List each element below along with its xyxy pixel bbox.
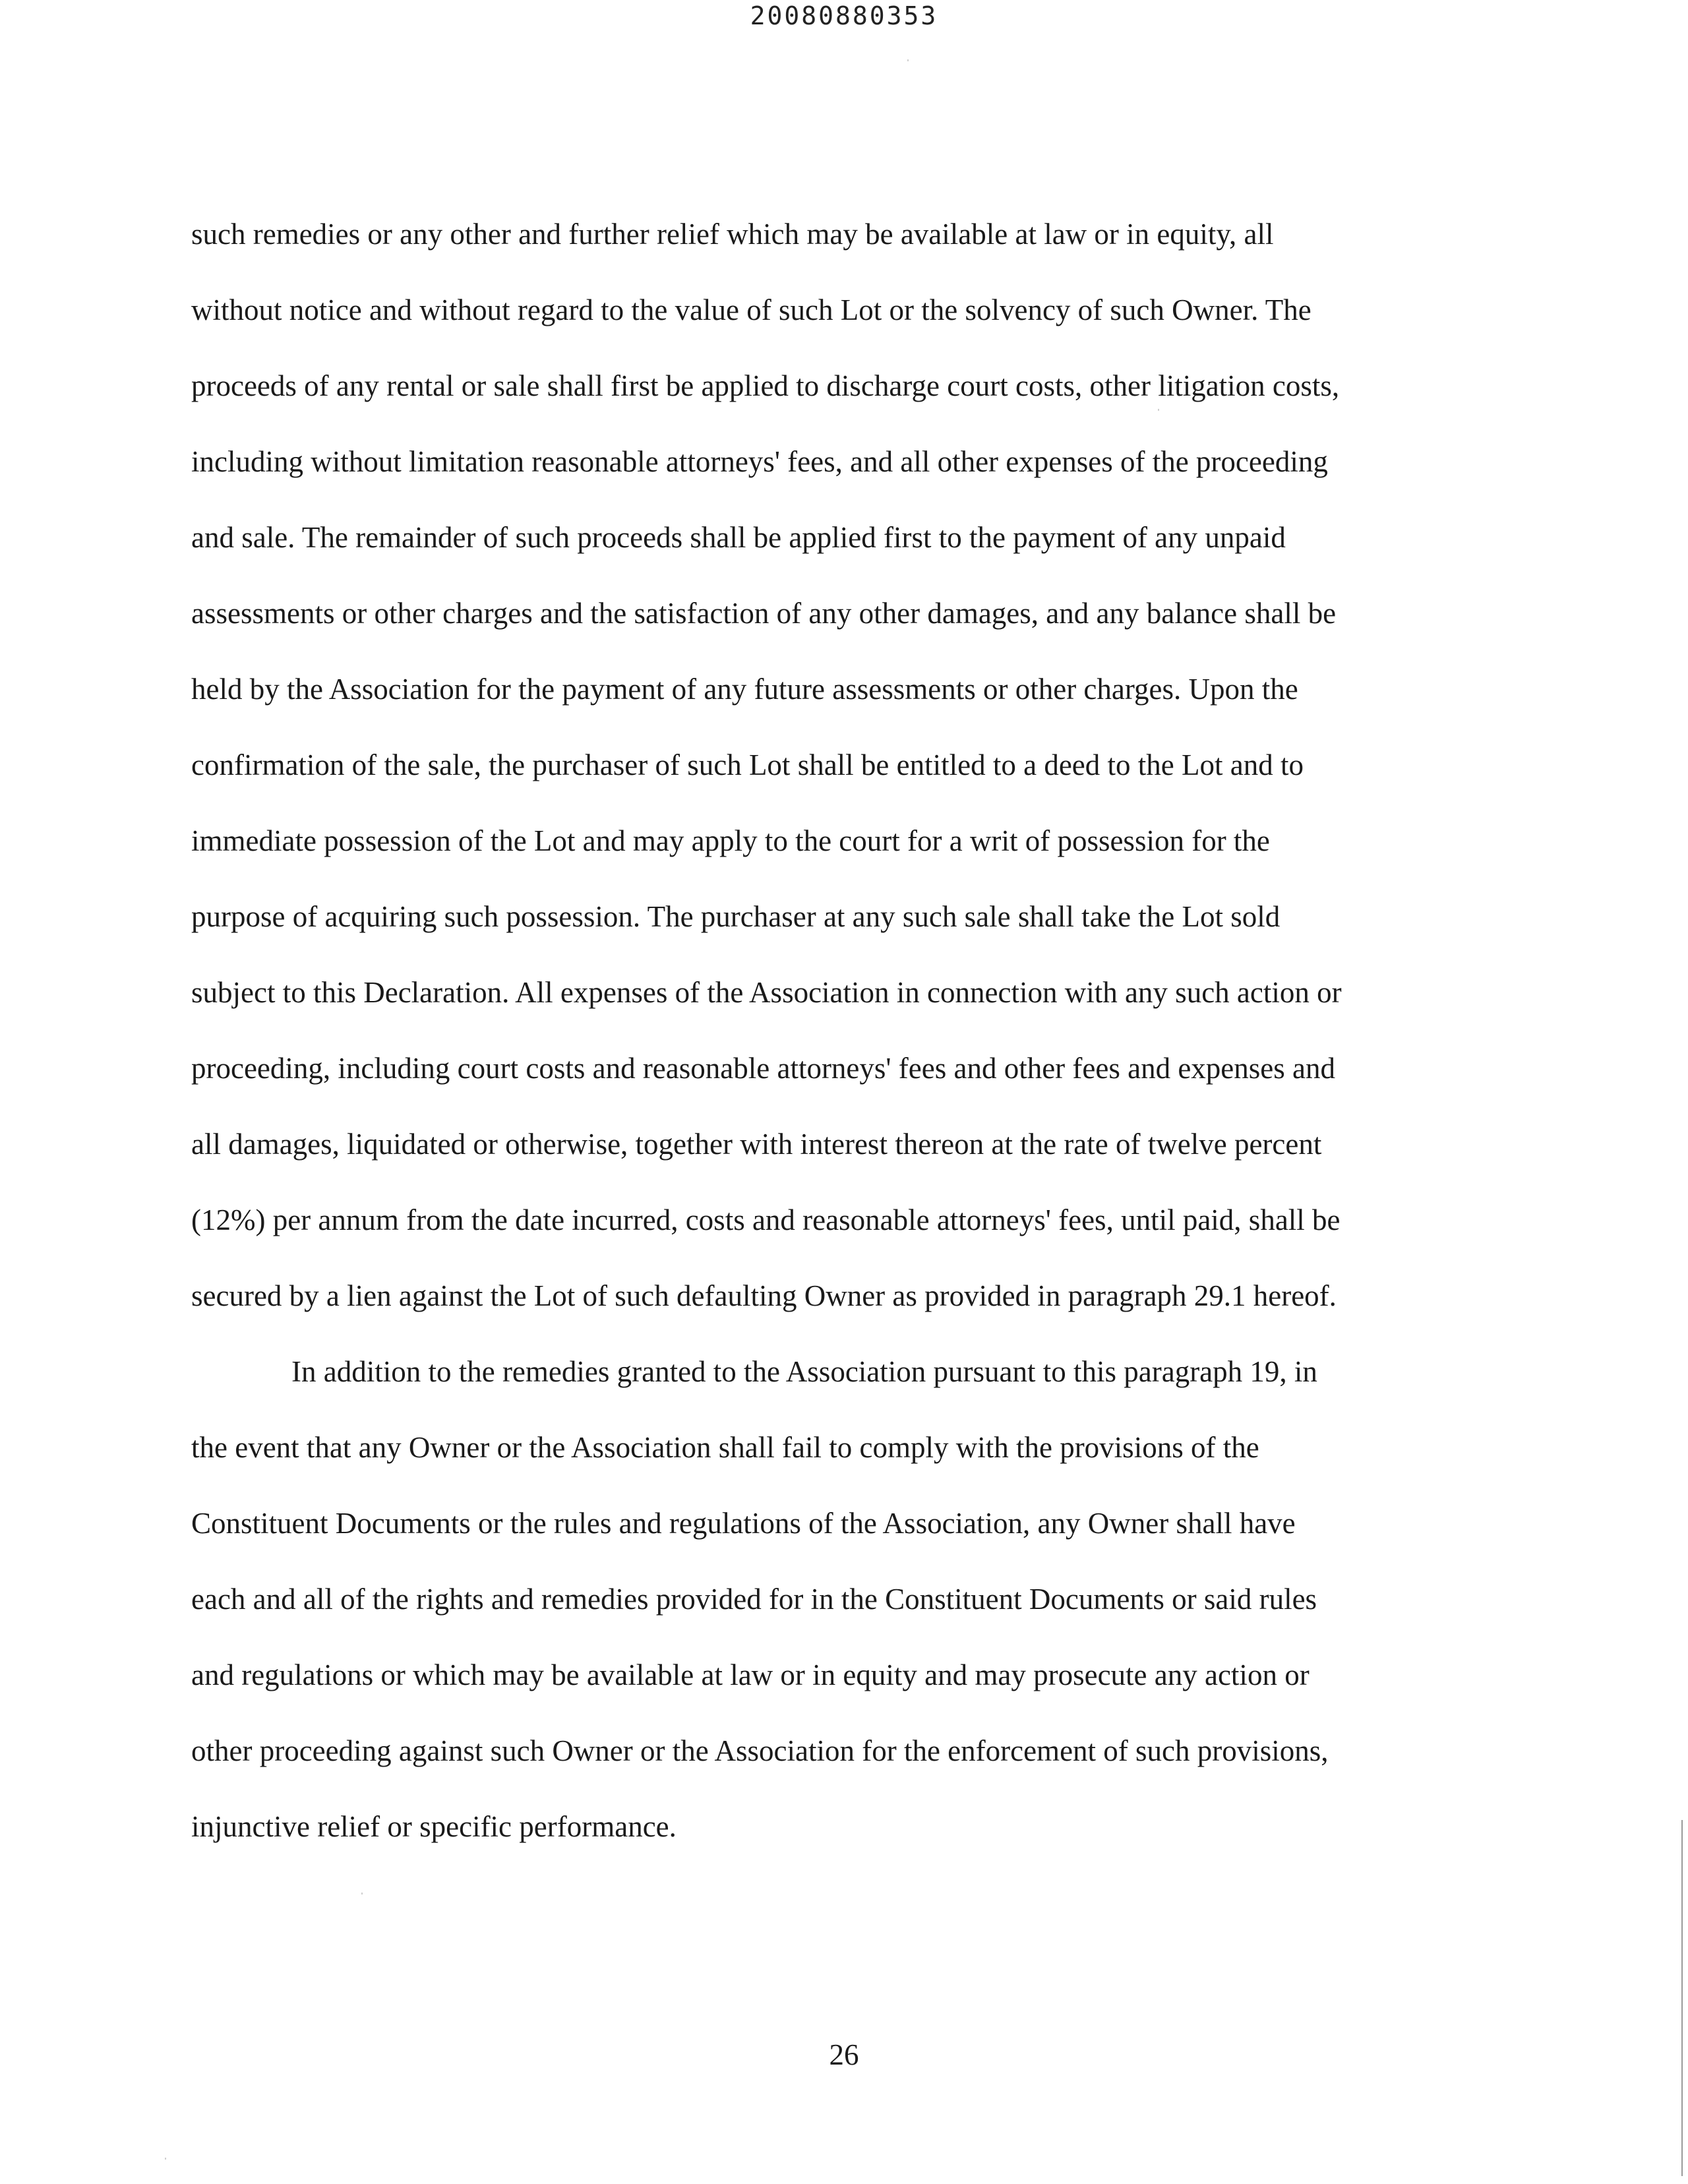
text-line: Constituent Documents or the rules and regulations of the Association, any Owner shall have [191, 1507, 1296, 1540]
scan-edge-line [1681, 1820, 1683, 2176]
text-line: and sale. The remainder of such proceeds shall be applied first to the payment of any unpaid [191, 521, 1286, 554]
page-number: 26 [829, 2038, 859, 2071]
page-body [191, 197, 1503, 1865]
text-line: held by the Association for the payment of any future assessments or other charges. Upon the [191, 673, 1298, 706]
text-line: without notice and without regard to the value of such Lot or the solvency of such Owner. The [191, 293, 1311, 326]
paragraph-continuation [191, 197, 1503, 1334]
text-line: all damages, liquidated or otherwise, together with interest thereon at the rate of twelve percent [191, 1128, 1322, 1161]
text-line: purpose of acquiring such possession. The purchaser at any such sale shall take the Lot sold [191, 900, 1281, 933]
text-line: other proceeding against such Owner or the Association for the enforcement of such provisions, [191, 1734, 1329, 1767]
scan-speck [907, 59, 909, 61]
text-line: proceeding, including court costs and reasonable attorneys' fees and other fees and expenses and [191, 1052, 1335, 1085]
text-line-indented: In addition to the remedies granted to the Association pursuant to this paragraph 19, in [291, 1355, 1317, 1388]
text-line: secured by a lien against the Lot of such defaulting Owner as provided in paragraph 29.1 hereof. [191, 1279, 1337, 1312]
paragraph-owner-remedies [191, 1334, 1503, 1865]
text-line: assessments or other charges and the satisfaction of any other damages, and any balance shall be [191, 597, 1337, 630]
text-line: the event that any Owner or the Association shall fail to comply with the provisions of the [191, 1431, 1259, 1464]
text-line: confirmation of the sale, the purchaser of such Lot shall be entitled to a deed to the Lot and to [191, 748, 1304, 781]
scan-speck [361, 1893, 363, 1895]
text-line: including without limitation reasonable attorneys' fees, and all other expenses of the proceeding [191, 445, 1328, 478]
text-line: each and all of the rights and remedies provided for in the Constituent Documents or said rules [191, 1583, 1317, 1616]
text-line: subject to this Declaration. All expenses of the Association in connection with any such action or [191, 976, 1342, 1009]
text-line: (12%) per annum from the date incurred, costs and reasonable attorneys' fees, until paid, shall be [191, 1203, 1341, 1236]
scan-speck [1158, 409, 1159, 411]
scan-speck [165, 2158, 166, 2160]
document-number-header: 20080880353 [750, 1, 938, 30]
text-line: injunctive relief or specific performance. [191, 1810, 677, 1843]
text-line: immediate possession of the Lot and may apply to the court for a writ of possession for the [191, 824, 1270, 857]
text-line: and regulations or which may be available at law or in equity and may prosecute any action or [191, 1658, 1310, 1691]
text-line: such remedies or any other and further relief which may be available at law or in equity, all [191, 218, 1274, 251]
text-line: proceeds of any rental or sale shall first be applied to discharge court costs, other litigation costs, [191, 369, 1340, 402]
